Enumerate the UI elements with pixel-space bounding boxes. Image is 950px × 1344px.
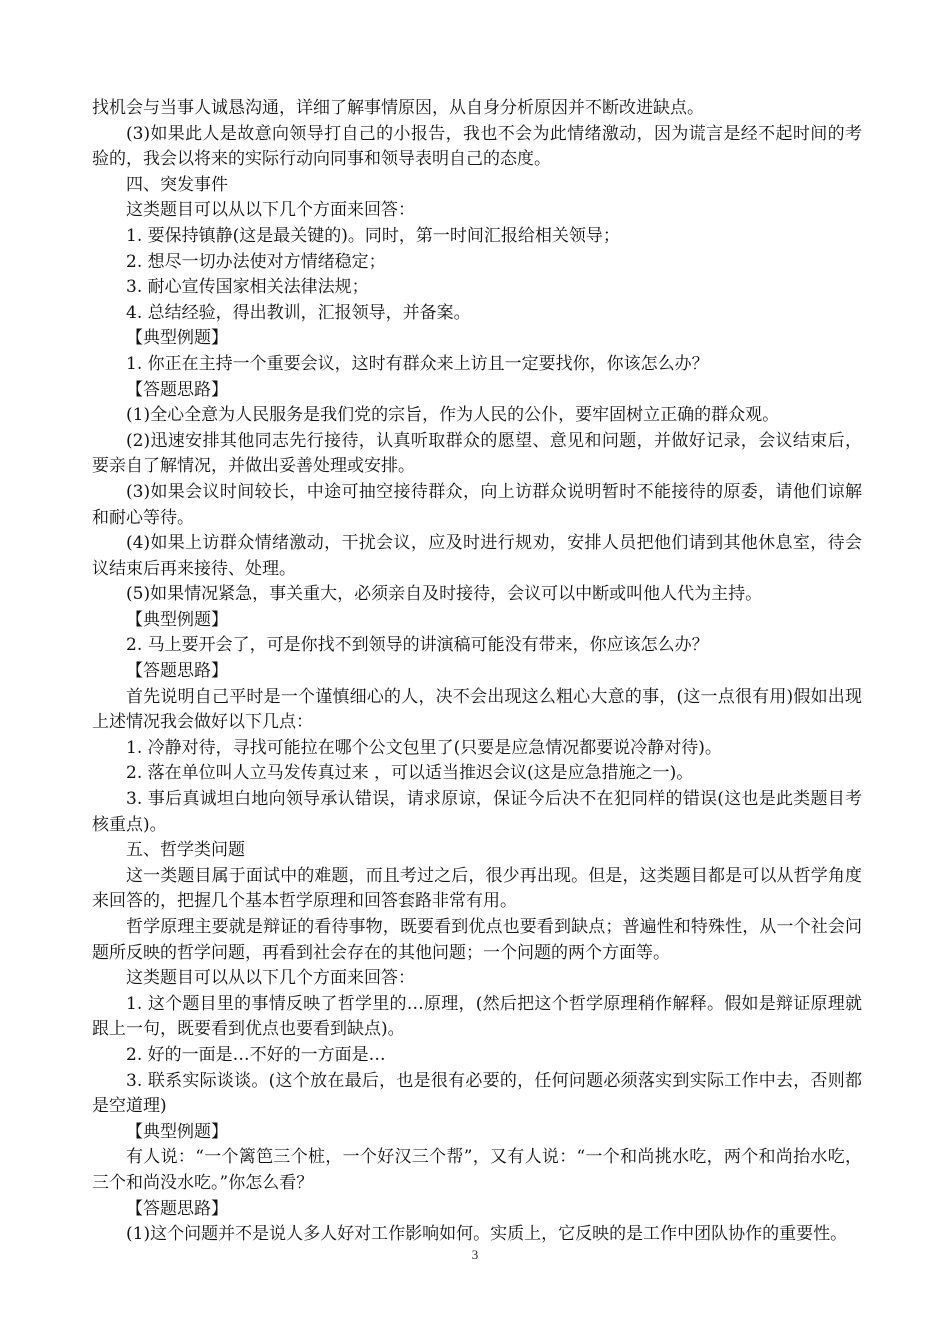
paragraph: (3)如果此人是故意向领导打自己的小报告，我也不会为此情绪激动，因为谎言是经不起时间的考验的，我会以将来的实际行动向同事和领导表明自己的态度。: [92, 123, 862, 170]
answer-label: 【答题思路】: [126, 661, 228, 682]
answer-point: (1)这个问题并不是说人多人好对工作影响如何。实质上，它反映的是工作中团队协作的重要性。: [126, 1224, 848, 1245]
list-item: 2. 落在单位叫人立马发传真过来 ，可以适当推迟会议(这是应急措施之一)。: [126, 763, 694, 784]
example-label: 【典型例题】: [126, 1121, 228, 1142]
example-label: 【典型例题】: [126, 328, 228, 349]
paragraph: 这一类题目属于面试中的难题，而且考过之后，很少再出现。但是，这类题目都是可以从哲学角度来回答的，把握几个基本哲学原理和回答套路非常有用。: [92, 865, 862, 912]
section-heading: 四、突发事件: [126, 174, 228, 195]
answer-point: (2)迅速安排其他同志先行接待，认真听取群众的愿望、意见和问题，并做好记录，会议结束后，要亲自了解情况，并做出妥善处理或安排。: [92, 430, 862, 477]
document-body: [92, 96, 862, 1248]
paragraph: 首先说明自己平时是一个谨慎细心的人，决不会出现这么粗心大意的事，(这一点很有用)假如出现上述情况我会做好以下几点：: [92, 686, 862, 733]
answer-point: (5)如果情况紧急，事关重大，必须亲自及时接待，会议可以中断或叫他人代为主持。: [126, 584, 763, 605]
paragraph: 这类题目可以从以下几个方面来回答：: [126, 200, 415, 221]
section-heading: 五、哲学类问题: [126, 840, 245, 861]
list-item: 3. 联系实际谈谈。(这个放在最后，也是很有必要的，任何问题必须落实到实际工作中去，否则都是空道理): [92, 1070, 862, 1117]
list-item: 1. 冷静对待，寻找可能拉在哪个公文包里了(只要是应急情况都要说冷静对待)。: [126, 737, 722, 758]
list-item: 3. 耐心宣传国家相关法律法规；: [126, 277, 369, 298]
answer-point: (4)如果上访群众情绪激动，干扰会议，应及时进行规劝，安排人员把他们请到其他休息室，待会议结束后再来接待、处理。: [92, 533, 862, 579]
list-item: 2. 好的一面是…不好的一方面是…: [126, 1044, 386, 1065]
list-item: 3. 事后真诚坦白地向领导承认错误，请求原谅，保证今后决不在犯同样的错误(这也是此类题目考核重点)。: [92, 789, 862, 835]
list-item: 2. 想尽一切办法使对方情绪稳定；: [126, 251, 386, 272]
answer-label: 【答题思路】: [126, 379, 228, 400]
list-item: 1. 要保持镇静(这是最关键的)。同时，第一时间汇报给相关领导；: [126, 225, 620, 246]
list-item: 1. 这个题目里的事情反映了哲学里的…原理，(然后把这个哲学原理稍作解释。假如是辩证原理就跟上一句，既要看到优点也要看到缺点)。: [92, 993, 862, 1040]
question: 1. 你正在主持一个重要会议，这时有群众来上访且一定要找你，你该怎么办？: [126, 353, 709, 374]
question: 有人说：“一个篱笆三个桩，一个好汉三个帮”，又有人说：“一个和尚挑水吃，两个和尚抬水吃，三个和尚没水吃。”你怎么看？: [92, 1147, 862, 1193]
answer-point: (3)如果会议时间较长，中途可抽空接待群众，向上访群众说明暂时不能接待的原委，请他们谅解和耐心等待。: [92, 481, 862, 528]
answer-point: (1)全心全意为人民服务是我们党的宗旨，作为人民的公仆，要牢固树立正确的群众观。: [126, 405, 780, 426]
paragraph: 这类题目可以从以下几个方面来回答：: [126, 968, 415, 989]
example-label: 【典型例题】: [126, 609, 228, 630]
paragraph: 哲学原理主要就是辩证的看待事物，既要看到优点也要看到缺点；普遍性和特殊性，从一个社会问题所反映的哲学问题，再看到社会存在的其他问题；一个问题的两个方面等。: [92, 917, 862, 963]
question: 2. 马上要开会了，可是你找不到领导的讲演稿可能没有带来，你应该怎么办？: [126, 635, 709, 656]
list-item: 4. 总结经验，得出教训，汇报领导，并备案。: [126, 302, 471, 323]
paragraph-continuation: 找机会与当事人诚恳沟通，详细了解事情原因，从自身分析原因并不断改进缺点。: [92, 98, 704, 118]
page-number: 3: [471, 1247, 479, 1262]
answer-label: 【答题思路】: [126, 1198, 228, 1219]
